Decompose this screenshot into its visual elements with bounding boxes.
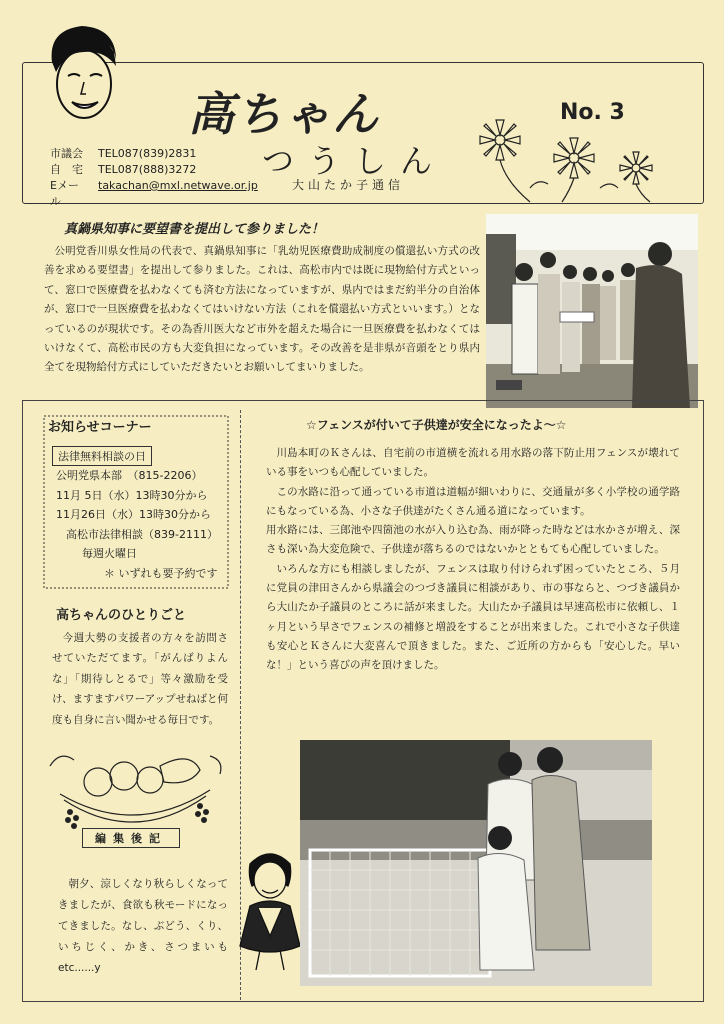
contact-label: 自 宅 <box>50 163 83 176</box>
editor-note-body: 朝夕、涼しくなり秋らしくなってきましたが、食欲も秋モードになってきました。なし、ぶどう、くり、いちじく、かき、さつまいもetc......y <box>58 878 228 974</box>
newsletter-subtitle-kana: つうしん <box>262 142 447 180</box>
notice-list <box>56 466 232 583</box>
photo-fence-site <box>300 740 652 986</box>
editor-note-label: 編集後記 <box>82 828 180 848</box>
contact-block <box>50 146 258 210</box>
contact-row-email <box>50 178 258 210</box>
section2-paragraph: いろんな方にも相談しましたが、フェンスは取り付けられず困っていたところ、５月に党員の津田さんから県議会のつづき議員に相談があり、市の事ならと、つづき議員から大山たか子議員のところに話が来ました。大山たか子議員は早速高松市に依頼し、１ヶ月という早さでフェンスの補修と増設をすることが出来ました。これで小さな子供達も安心とＫさんに大変喜んで頂きました。また、ご近所の方からも「安心した。早いな！」という喜びの声を頂けました。 <box>266 562 680 672</box>
contact-value: TEL087(888)3272 <box>98 163 197 176</box>
contact-label: 市議会 <box>50 147 83 160</box>
notice-line: 11月26日（水）13時30分から <box>56 508 211 521</box>
cosmos-flower-illustration <box>470 118 700 204</box>
notice-line: 高松市法律相談（839-2111） <box>66 527 218 541</box>
section1-body: 公明党香川県女性局の代表で、真鍋県知事に「乳幼児医療費助成制度の償還払い方式の改善を求める要望書」を提出して参りました。これは、高松市内では既に現物給付方式といって、窓口で医療費を払わなくても済む方法になっていますが、県内ではまだ約半分の自治体が、窓口で一旦医療費を払わなくてはいけない方法（これを償還払い方式といいます。）となっているのが現状です。その為香川医大など市外を超えた場合に一旦医療費を払わなくてはいけなくて、高松市民の方も大変負担になっています。その改善を是非県が音頭をとり県内全てを現物給付方式にしていただきたいとお願いしてまいりました。 <box>44 245 480 374</box>
section2-paragraph: 用水路には、三郎池や四箇池の水が入り込む為、雨が降った時などは水かさが増え、深さも深い為大変危険で、子供達が落ちるのではないかとともても心配していました。 <box>266 524 680 556</box>
notice-line: 毎週火曜日 <box>82 547 137 560</box>
section1-heading: 真鍋県知事に要望書を提出して参りました！ <box>64 222 325 237</box>
contact-value: TEL087(839)2831 <box>98 147 197 160</box>
issue-number: No. 3 <box>560 100 625 125</box>
newsletter-subtitle: 大山たか子通信 <box>292 178 405 192</box>
notice-line: 11月 5日（水）13時30分から <box>56 488 208 502</box>
contact-label: Eメール <box>50 179 79 208</box>
photo-petition-handover <box>486 214 698 408</box>
notice-line: ＊ いずれも要予約です <box>104 566 218 580</box>
fruit-basket-illustration <box>40 746 230 836</box>
notice-corner-title: お知らせコーナー <box>48 420 152 435</box>
hitokoto-body: 今週大勢の支援者の方々を訪問させていただてます。「がんばりよんな」「期待しとるで」等々激励を受け、ますますパワーアップせねばと何度も自身に言い聞かせる毎日です。 <box>52 632 228 726</box>
hitokoto-title: 高ちゃんのひとりごと <box>56 608 187 623</box>
section2-heading: ☆フェンスが付いて子供達が安全になったよ～☆ <box>306 418 567 432</box>
section2-body <box>266 444 680 676</box>
newsletter-title: 高ちゃん <box>188 87 380 141</box>
author-portrait <box>44 22 122 134</box>
author-cartoon-illustration <box>230 846 310 976</box>
legal-consultation-label: 法律無料相談の日 <box>52 446 152 466</box>
email-link[interactable]: takachan@mxl.netwave.or.jp <box>98 179 258 192</box>
notice-line: 公明党県本部 （815-2206） <box>56 469 203 482</box>
contact-row-home <box>50 162 258 178</box>
section2-paragraph: 川島本町のＫさんは、自宅前の市道横を流れる用水路の落下防止用フェンスが壊れている事をいつも心配していました。 <box>266 447 680 479</box>
contact-row-council <box>50 146 258 162</box>
section2-paragraph: この水路に沿って通っている市道は道幅が細いわりに、交通量が多く小学校の通学路にもなっている為、小さな子供達がたくさん通る道になっています。 <box>266 485 680 517</box>
